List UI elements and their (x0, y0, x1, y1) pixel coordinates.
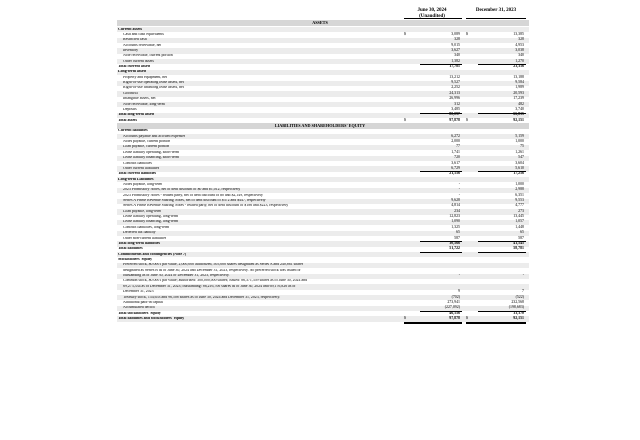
value-december-2023: 1,270 (515, 58, 524, 63)
row-label: Note receivable, current portion (123, 54, 173, 58)
value-december-2023: 328 (518, 37, 524, 42)
value-june-2024: 46,156 (449, 310, 460, 315)
value-december-2023: 4,953 (515, 42, 524, 47)
column-header-date: June 30, 2024 (417, 8, 447, 13)
row-label: Accounts payable and accrued expenses (123, 134, 186, 138)
value-december-2023: 273 (518, 208, 524, 213)
value-december-2023: 65 (520, 230, 524, 235)
value-june-2024: 3,627 (451, 47, 460, 52)
row-label: Property and equipment, net (123, 75, 168, 79)
value-june-2024: 65 (456, 230, 460, 235)
value-june-2024: 3,485 (451, 106, 460, 111)
row-label: Lease liability financing, short-term (123, 156, 179, 160)
row-label: Total assets (118, 118, 137, 122)
value-june-2024: 4,814 (451, 203, 460, 208)
value-december-2023: 9,584 (515, 80, 524, 85)
value-june-2024: 234 (454, 208, 460, 213)
value-june-2024: 3,617 (451, 160, 460, 165)
row-label: Contract liabilities, long-term (123, 225, 170, 229)
value-december-2023: 587 (518, 235, 524, 240)
value-december-2023: 13,445 (513, 214, 524, 219)
currency-symbol: $ (466, 31, 468, 36)
value-december-2023: 58,781 (513, 246, 524, 251)
currency-symbol: $ (466, 315, 468, 320)
row-label: Other current assets (123, 59, 154, 63)
currency-symbol: $ (404, 31, 406, 36)
row-label: 69,273,334 as of December 31, 2023; outstanding: 86,216,706 shares as of June 30, 2024 and 69,176,826 as of (123, 284, 296, 288)
row-label: Cash and cash equivalents (123, 32, 164, 36)
currency-symbol: $ (404, 117, 406, 122)
row-label: Additional paid-in capital (123, 300, 163, 304)
value-june-2024: - (458, 192, 460, 197)
row-label: Deferred tax liability (123, 231, 156, 235)
subtotal-rule (478, 311, 526, 312)
value-june-2024: 12,823 (449, 214, 460, 219)
row-label: Total current assets (118, 65, 151, 69)
row-label: Lease liability operating, short-term (123, 150, 179, 154)
value-december-2023: 20,593 (513, 90, 524, 95)
value-december-2023: 13,385 (513, 31, 524, 36)
value-december-2023: 1,448 (515, 224, 524, 229)
value-december-2023: 17,256 (513, 171, 524, 176)
value-june-2024: 17,781 (449, 64, 460, 69)
value-june-2024: 80,097 (449, 112, 460, 117)
value-december-2023: (522) (515, 294, 524, 299)
row-label: Lease liability financing, long-term (123, 220, 179, 224)
subtotal-rule (420, 113, 462, 114)
row-label: Notes payable, current portion (123, 140, 171, 144)
value-june-2024: 720 (454, 155, 460, 160)
row-label: Inventory (123, 48, 139, 52)
value-december-2023: 1,000 (515, 139, 524, 144)
value-december-2023: 9,553 (515, 198, 524, 203)
value-december-2023: 232,568 (511, 299, 524, 304)
value-june-2024: 340 (454, 53, 460, 58)
row-label: Preferred stock, $0.0001 par value, 2,000,000 authorized, 505,000 shares designated as Series A and 240,861 shares (123, 263, 304, 267)
value-june-2024: 2,000 (451, 139, 460, 144)
row-label: Commitments and contingencies (Note 7) (118, 252, 187, 256)
row-label: Right-of-use financing lease assets, net (123, 86, 184, 90)
value-december-2023: 41,545 (513, 240, 524, 245)
value-december-2023: 1,261 (515, 149, 524, 154)
header-underline-2 (466, 18, 526, 19)
subtotal-rule (478, 171, 526, 172)
row-label: Note receivable, long-term (123, 102, 165, 106)
value-december-2023: 75 (520, 144, 524, 149)
subtotal-rule (420, 171, 462, 172)
row-label: December 31, 2023 (123, 290, 154, 294)
row-label: Treasury stock, 154,653 and 96,508 shares as of June 30, 2024 and December 31, 2023, respectively. (123, 295, 281, 299)
value-june-2024: 51,722 (449, 246, 460, 251)
section-title-assets: ASSETS (312, 20, 328, 25)
value-june-2024: (702) (451, 294, 460, 299)
row-label: Intangible assets, net (123, 97, 156, 101)
value-june-2024: 6,729 (451, 165, 460, 170)
value-december-2023: 2,988 (515, 187, 524, 192)
value-june-2024: 13,212 (449, 74, 460, 79)
value-june-2024: 26,996 (449, 96, 460, 101)
value-june-2024: 9,015 (451, 42, 460, 47)
row-label: Right-of-use operating lease assets, net (123, 81, 184, 85)
value-june-2024: 24,313 (449, 90, 460, 95)
value-december-2023: 482 (518, 101, 524, 106)
row-label: Total liabilities (118, 247, 143, 251)
value-june-2024: 1,741 (451, 149, 460, 154)
row-label: Notes payable, long-term (123, 182, 163, 186)
value-june-2024: 9,527 (451, 80, 460, 85)
value-june-2024: 6,272 (451, 133, 460, 138)
value-june-2024: 328 (454, 37, 460, 42)
value-december-2023: 92,151 (513, 315, 524, 320)
column-header-december-2023: December 31, 2023 (475, 8, 517, 13)
subtotal-rule (420, 311, 462, 312)
value-december-2023: - (522, 273, 524, 278)
row-label: Lease liability operating, long-term (123, 215, 179, 219)
row-label: Current liabilities (118, 129, 148, 133)
row-label: Contract liabilities (123, 161, 152, 165)
value-december-2023: 340 (518, 53, 524, 58)
value-june-2024: 1,090 (451, 219, 460, 224)
header-underline-1 (404, 18, 462, 19)
value-june-2024: (227,092) (444, 305, 460, 310)
value-june-2024: - (458, 187, 460, 192)
row-label: designated as Series B as of June 30, 2024 and December 31, 2023, respectively. No preferred stock was issued or (123, 268, 301, 272)
value-june-2024: 21,156 (449, 171, 460, 176)
subtotal-rule (420, 64, 462, 65)
subtotal-rule (478, 113, 526, 114)
row-label: Other non-current liabilities (123, 236, 167, 240)
row-label: Other current liabilities (123, 166, 160, 170)
row-label: Common stock, $0.0001 par value; authorized: 300,000,000 shares; issued: 86,371,359 shares as of June 30, 2024 and (123, 279, 308, 283)
value-june-2024: 97,878 (449, 315, 460, 320)
row-label: Total stockholders' equity (118, 311, 161, 315)
row-label: Series A Prime Revenue Sharing Notes, net of debt discount of $372 and $447, respectively (123, 199, 266, 203)
value-june-2024: 97,878 (449, 117, 460, 122)
value-june-2024: 1,382 (451, 58, 460, 63)
section-title-liabilities: LIABILITIES AND SHAREHOLDERS' EQUITY (274, 123, 366, 129)
row-label: Stockholders' equity (118, 257, 153, 261)
value-june-2024: 587 (454, 235, 460, 240)
value-june-2024: 9 (458, 289, 460, 294)
subtotal-rule (478, 252, 526, 253)
row-label: Total liabilities and stockholders' equity (118, 316, 185, 320)
value-june-2024: 312 (454, 101, 460, 106)
currency-symbol: $ (466, 117, 468, 122)
value-june-2024: - (458, 273, 460, 278)
value-december-2023: 13,188 (513, 74, 524, 79)
value-december-2023: 23,316 (513, 64, 524, 69)
row-label: Restricted cash (123, 38, 147, 42)
row-label: 2023 Promissory Notes - related party, net of debt discount of $0 and $2,149, respectively (123, 193, 263, 197)
value-december-2023: 7 (522, 289, 524, 294)
value-june-2024: - (458, 181, 460, 186)
row-label: Current assets (118, 27, 143, 31)
value-december-2023: 92,151 (513, 117, 524, 122)
row-label: Goodwill (123, 91, 138, 95)
value-june-2024: 273,941 (447, 299, 460, 304)
row-label: Long-term Liabilities (118, 177, 154, 181)
subtotal-rule (478, 241, 526, 242)
row-label: Loan payable, long-term (123, 209, 162, 213)
row-label: Accounts receivable, net (123, 43, 162, 47)
value-june-2024: 2,252 (451, 85, 460, 90)
row-label: Total long-term liabilities (118, 241, 161, 245)
table-row (0, 316, 640, 321)
value-december-2023: 6,351 (515, 192, 524, 197)
row-label: 2023 Promissory Notes, net of debt discount of $0 and $1,012, respectively (123, 188, 241, 192)
subtotal-rule (420, 241, 462, 242)
value-december-2023: 17,239 (513, 96, 524, 101)
value-december-2023: 1,057 (515, 219, 524, 224)
value-june-2024: 30,566 (449, 240, 460, 245)
row-label: Total current liabilities (118, 172, 157, 176)
value-june-2024: 9,628 (451, 198, 460, 203)
value-june-2024: 3,089 (451, 31, 460, 36)
subtotal-rule (478, 64, 526, 65)
row-label: Loan payable, current portion (123, 145, 170, 149)
value-december-2023: (198,683) (508, 305, 524, 310)
value-december-2023: 3,740 (515, 106, 524, 111)
row-label: Long-term assets (118, 70, 147, 74)
value-december-2023: 1,000 (515, 181, 524, 186)
value-december-2023: 1,989 (515, 85, 524, 90)
value-december-2023: 4,777 (515, 203, 524, 208)
value-june-2024: 1,325 (451, 224, 460, 229)
value-december-2023: 66,815 (513, 112, 524, 117)
value-december-2023: 33,370 (513, 310, 524, 315)
currency-symbol: $ (404, 315, 406, 320)
row-label: Total long-term assets (118, 113, 155, 117)
row-label: Deposits (123, 107, 137, 111)
value-december-2023: 5,159 (515, 133, 524, 138)
row-label: Accumulated deficit (123, 306, 155, 310)
value-december-2023: 5,610 (515, 165, 524, 170)
subtotal-rule (420, 252, 462, 253)
value-december-2023: 3,038 (515, 47, 524, 52)
value-december-2023: 547 (518, 155, 524, 160)
row-label: outstanding as of June 30, 2024 or December 31, 2023, respectively. (123, 274, 230, 278)
value-december-2023: 3,604 (515, 160, 524, 165)
column-header-unaudited: (Unaudited) (419, 14, 445, 19)
row-label: Series A Prime Revenue Sharing Notes - related party, net of debt discount of $186 and $223, respectively (123, 204, 289, 208)
value-june-2024: 77 (456, 144, 460, 149)
